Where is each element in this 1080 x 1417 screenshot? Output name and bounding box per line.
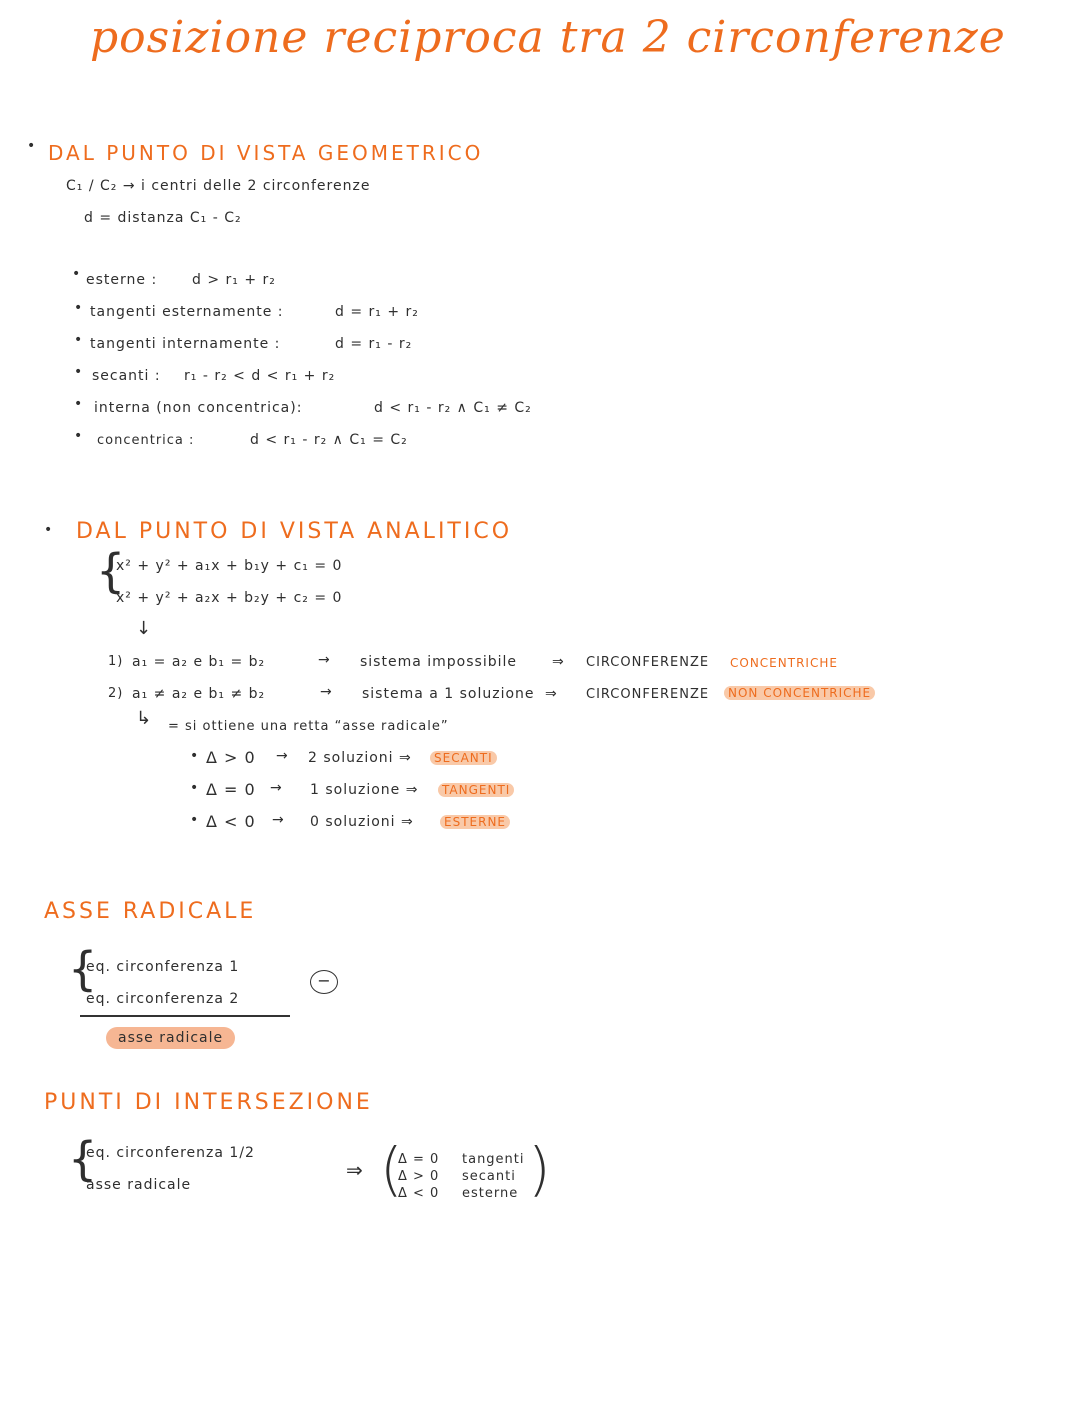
item-cond: d < r₁ - r₂ ∧ C₁ = C₂ [250,432,408,448]
arrow: → [272,812,285,828]
geom-heading: DAL PUNTO DI VISTA GEOMETRICO [48,141,484,165]
punti-res: esterne [462,1186,519,1201]
distance-line: d = distanza C₁ - C₂ [84,210,242,226]
implies: ⇒ [552,654,565,670]
delta-sol: 1 soluzione ⇒ [310,782,419,798]
punti-eq2: asse radicale [86,1177,192,1193]
delta-cond: Δ > 0 [206,748,256,767]
arrow: → [270,780,283,796]
punti-cond: Δ > 0 [398,1169,440,1184]
item-label: interna (non concentrica): [94,400,303,416]
item-label: tangenti internamente : [90,336,281,352]
arrow: → [276,748,289,764]
delta-cond: Δ = 0 [206,780,256,799]
punti-heading: PUNTI DI INTERSEZIONE [44,1090,373,1115]
case2-tag: NON CONCENTRICHE [724,686,875,700]
punti-brace: { [68,1132,98,1186]
item-cond: d = r₁ + r₂ [335,304,419,320]
case1-tag: CONCENTRICHE [730,656,838,670]
item-label: secanti : [92,368,161,384]
case2-cond: a₁ ≠ a₂ e b₁ ≠ b₂ [132,686,266,702]
delta-sol: 2 soluzioni ⇒ [308,750,412,766]
anal-heading: DAL PUNTO DI VISTA ANALITICO [76,519,513,544]
centers-line: C₁ / C₂ → i centri delle 2 circonferenze [66,178,371,194]
minus-circle-icon: − [310,970,338,994]
case1-cond: a₁ = a₂ e b₁ = b₂ [132,654,266,670]
item-cond: d < r₁ - r₂ ∧ C₁ ≠ C₂ [374,400,532,416]
item-label: esterne : [86,272,158,288]
punti-res: secanti [462,1169,516,1184]
page-title: posizione reciproca tra 2 circonferenze [90,12,1006,63]
item-cond: d = r₁ - r₂ [335,336,413,352]
item-label: tangenti esternamente : [90,304,284,320]
asse-eq1: eq. circonferenza 1 [86,959,240,975]
case1-circ: CIRCONFERENZE [586,655,710,670]
arrow: → [320,684,333,700]
sub-arrow: ↳ [136,708,153,729]
right-paren: ) [528,1135,551,1203]
bullet: • [44,522,53,538]
system-eq2: x² + y² + a₂x + b₂y + c₂ = 0 [116,590,343,606]
down-arrow: ↓ [136,618,153,639]
left-paren: ( [380,1135,403,1203]
implies: ⇒ [346,1158,364,1182]
punti-cond: Δ < 0 [398,1186,440,1201]
delta-sol: 0 soluzioni ⇒ [310,814,414,830]
case2-result: sistema a 1 soluzione [362,686,535,702]
case1-result: sistema impossibile [360,654,517,670]
implies: ⇒ [545,686,558,702]
asse-heading: ASSE RADICALE [44,899,257,924]
arrow: → [318,652,331,668]
delta-res: ESTERNE [440,815,510,829]
asse-brace: { [68,942,98,996]
item-cond: r₁ - r₂ < d < r₁ + r₂ [184,368,336,384]
delta-res: SECANTI [430,751,497,765]
punti-cond: Δ = 0 [398,1152,440,1167]
case-number: 1) [108,654,124,669]
sub-text: = si ottiene una retta “asse radicale” [168,719,449,734]
asse-result: asse radicale [106,1027,235,1049]
case-number: 2) [108,686,124,701]
delta-res: TANGENTI [438,783,514,797]
bullet: • [27,138,36,154]
item-label: concentrica : [97,433,195,448]
asse-eq2: eq. circonferenza 2 [86,991,240,1007]
delta-cond: Δ < 0 [206,812,256,831]
punti-eq1: eq. circonferenza 1/2 [86,1145,255,1161]
item-cond: d > r₁ + r₂ [192,272,276,288]
system-eq1: x² + y² + a₁x + b₁y + c₁ = 0 [116,558,343,574]
system-brace: { [96,544,126,598]
punti-res: tangenti [462,1152,525,1167]
case2-circ: CIRCONFERENZE [586,687,710,702]
fraction-line [80,1015,290,1017]
